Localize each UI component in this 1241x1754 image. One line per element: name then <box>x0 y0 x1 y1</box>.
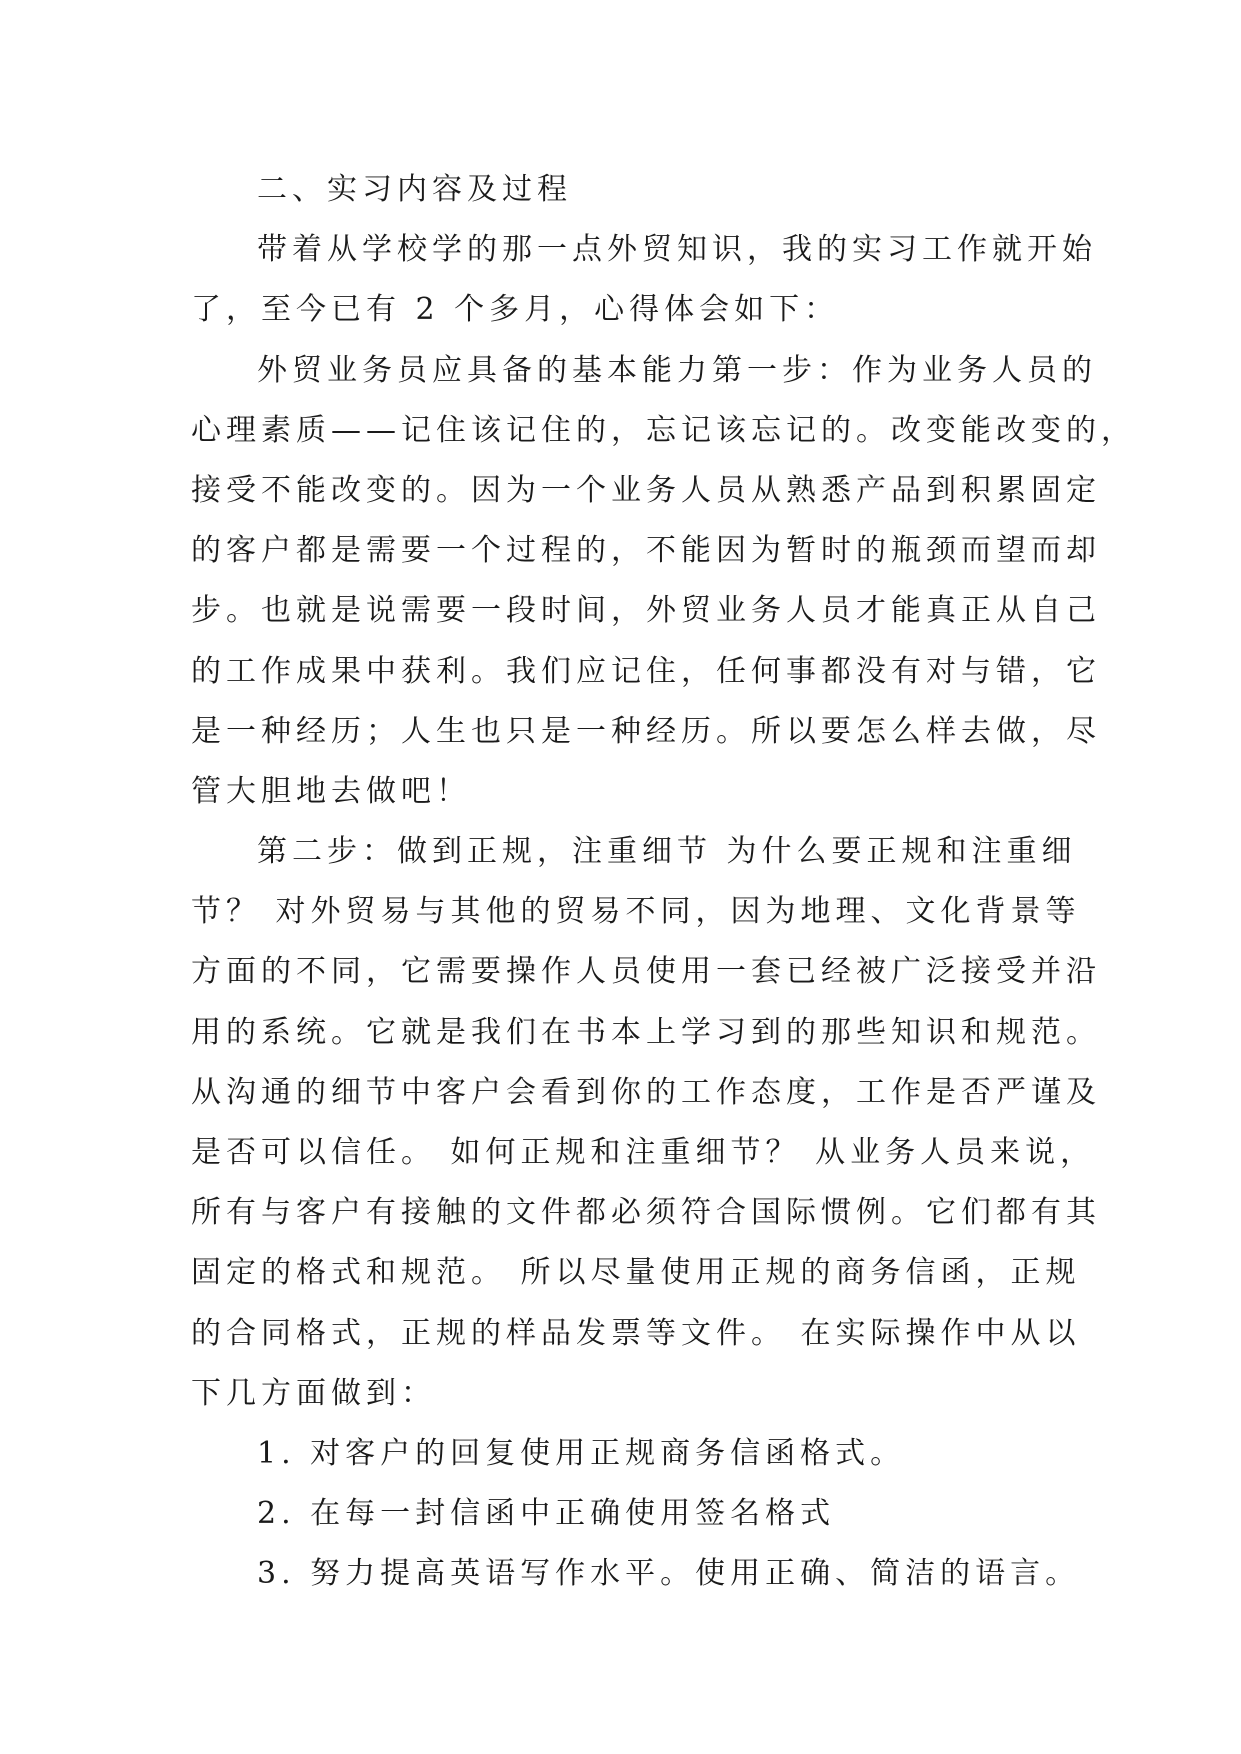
text-line: 从沟通的细节中客户会看到你的工作态度，工作是否严谨及 <box>191 1074 1101 1110</box>
section-heading: 二、实习内容及过程 <box>257 172 572 207</box>
text-line: 下几方面做到： <box>191 1375 436 1411</box>
text-line: 心理素质——记住该记住的，忘记该忘记的。改变能改变的， <box>191 412 1136 448</box>
text-line: 的合同格式，正规的样品发票等文件。 在实际操作中从以 <box>191 1315 1081 1351</box>
text-line: 第二步：做到正规，注重细节 为什么要正规和注重细 <box>257 834 1077 870</box>
text-line: 是否可以信任。 如何正规和注重细节？ 从业务人员来说， <box>191 1135 1096 1170</box>
text-line: 固定的格式和规范。 所以尽量使用正规的商务信函，正规 <box>191 1255 1081 1291</box>
text-line: 接受不能改变的。因为一个业务人员从熟悉产品到积累固定 <box>191 472 1101 508</box>
text-line: 管大胆地去做吧！ <box>191 773 471 809</box>
list-item: 3. 努力提高英语写作水平。使用正确、简洁的语言。 <box>257 1556 1081 1592</box>
list-item: 1. 对客户的回复使用正规商务信函格式。 <box>257 1435 906 1471</box>
text-line: 的客户都是需要一个过程的，不能因为暂时的瓶颈而望而却 <box>191 533 1101 569</box>
list-item: 2. 在每一封信函中正确使用签名格式 <box>257 1496 836 1532</box>
text-line: 外贸业务员应具备的基本能力第一步：作为业务人员的 <box>257 352 1097 388</box>
text-line: 所有与客户有接触的文件都必须符合国际惯例。它们都有其 <box>191 1195 1101 1231</box>
text-line: 节？ 对外贸易与其他的贸易不同，因为地理、文化背景等 <box>191 894 1081 930</box>
document-body <box>191 160 1136 1605</box>
text-line: 方面的不同，它需要操作人员使用一套已经被广泛接受并沿 <box>191 954 1101 990</box>
text-line: 了，至今已有 2 个多月，心得体会如下： <box>191 292 840 328</box>
text-line: 的工作成果中获利。我们应记住，任何事都没有对与错，它 <box>191 653 1101 689</box>
text-line: 步。也就是说需要一段时间，外贸业务人员才能真正从自己 <box>191 593 1101 629</box>
text-line: 用的系统。它就是我们在书本上学习到的那些知识和规范。 <box>191 1014 1101 1050</box>
text-line: 带着从学校学的那一点外贸知识，我的实习工作就开始 <box>257 232 1097 268</box>
text-line: 是一种经历；人生也只是一种经历。所以要怎么样去做，尽 <box>191 713 1101 749</box>
